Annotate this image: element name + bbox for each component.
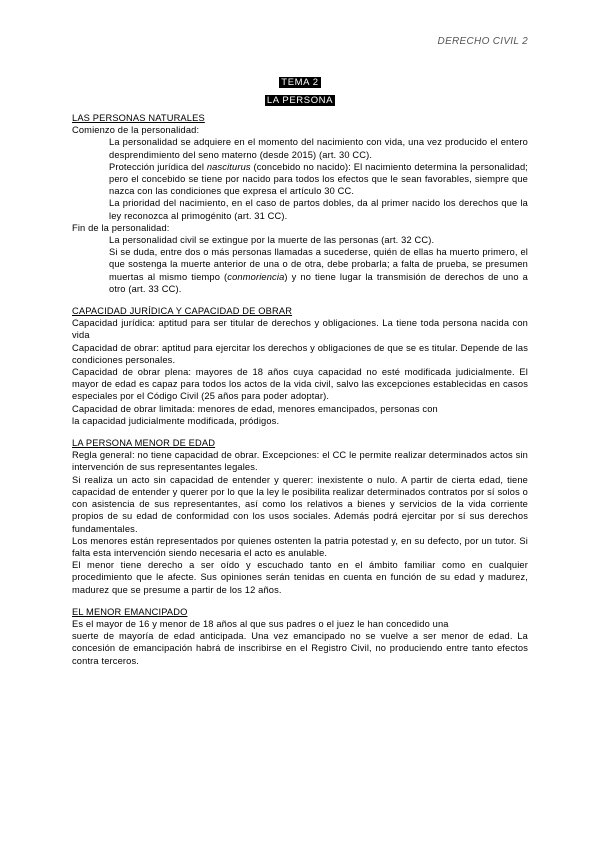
paragraph: Los menores están representados por quienes ostenten la patria potestad y, en su defecto, por un tutor. Si falta esta intervención siendo necesaria el acto es anulable.	[72, 535, 528, 558]
paragraph: Capacidad jurídica: aptitud para ser titular de derechos y obligaciones. La tiene toda persona nacida con vida	[72, 318, 528, 341]
paragraph	[109, 161, 528, 198]
subheading: Fin de la personalidad:	[72, 222, 170, 233]
paragraph	[109, 246, 528, 295]
paragraph: Si realiza un acto sin capacidad de entender y querer: inexistente o nulo. A partir de cierta edad, tiene capacidad de entender y querer por lo que la ley le posibilita realizar determinados contratos por sí solos o con asistencia de sus representantes, así como los relativos a bienes y servicios de la vida corriente propios de su edad de conformidad con los usos sociales. Además podrá ejercitar por sí sus derechos fundamentales.	[72, 474, 528, 534]
paragraph: Regla general: no tiene capacidad de obrar. Excepciones: el CC le permite realizar determinados actos sin intervención de sus representantes legales.	[72, 450, 528, 473]
paragraph-line: la capacidad judicialmente modificada, pródigos.	[72, 415, 280, 426]
paragraph: La prioridad del nacimiento, en el caso de partos dobles, da al primer nacido los derechos que la ley reconozca al primogénito (art. 31 CC).	[109, 198, 528, 221]
paragraph: La personalidad civil se extingue por la muerte de las personas (art. 32 CC).	[109, 235, 435, 246]
paragraph-line: Capacidad de obrar limitada: menores de edad, menores emancipados, personas con	[72, 403, 438, 414]
document-body	[72, 112, 528, 667]
paragraph: El menor tiene derecho a ser oído y escuchado tanto en el ámbito familiar como en cualquier procedimiento que le afecte. Sus opiniones serán tenidas en cuenta en función de su edad y madurez, madurez que se presume a partir de los 12 años.	[72, 560, 528, 595]
topic-number: TEMA 2	[281, 77, 319, 88]
section-title: LA PERSONA MENOR DE EDAD	[72, 438, 216, 449]
text-run: (concebido no nacido): El nacimiento determina la personalidad; pero el concebido se tiene por nacido para todos los efectos que le sean favorables, siempre que nazca con las condiciones que expresa el artículo 30 CC.	[109, 161, 528, 197]
italic-term: conmoriencia	[227, 271, 285, 282]
text-run: Protección jurídica del	[109, 161, 207, 172]
section-title: LAS PERSONAS NATURALES	[72, 113, 205, 123]
paragraph: suerte de mayoría de edad anticipada. Una vez emancipado no se vuelve a ser menor de edad. La concesión de emancipación habrá de inscribirse en el Registro Civil, no produciendo entre tanto efectos contra terceros.	[72, 631, 528, 666]
paragraph: La personalidad se adquiere en el momento del nacimiento con vida, una vez producido el entero desprendimiento del seno materno (desde 2015) (art. 30 CC).	[109, 137, 528, 160]
italic-term: nasciturus	[206, 161, 251, 172]
document-title	[0, 72, 600, 108]
page-header: DERECHO CIVIL 2	[437, 36, 528, 47]
section-title: CAPACIDAD JURÍDICA Y CAPACIDAD DE OBRAR	[72, 306, 293, 317]
text-run: Si se duda, entre dos o más personas llamadas a sucederse, quién de ellas ha muerto primero, el que sostenga la muerte anterior de una o de otra, debe probarla; a falta de prueba, se presumen muertas al mismo tiempo (	[109, 247, 528, 282]
paragraph: Capacidad de obrar plena: mayores de 18 años cuya capacidad no esté modificada judicialmente. El mayor de edad es capaz para todos los actos de la vida civil, salvo las excepciones establecidas en casos especiales por el Código Civil (25 años para poder adoptar).	[72, 367, 528, 402]
paragraph-line: Es el mayor de 16 y menor de 18 años al que sus padres o el juez le han concedido una	[72, 618, 449, 629]
text-run: ) y no tiene lugar la transmisión de derechos de uno a otro (art. 33 CC).	[109, 271, 528, 294]
section-title: EL MENOR EMANCIPADO	[72, 606, 188, 617]
subheading: Comienzo de la personalidad:	[72, 125, 200, 136]
paragraph: Capacidad de obrar: aptitud para ejercitar los derechos y obligaciones de que se es titular. Depende de las condiciones personales.	[72, 342, 528, 365]
topic-name: LA PERSONA	[266, 95, 334, 106]
